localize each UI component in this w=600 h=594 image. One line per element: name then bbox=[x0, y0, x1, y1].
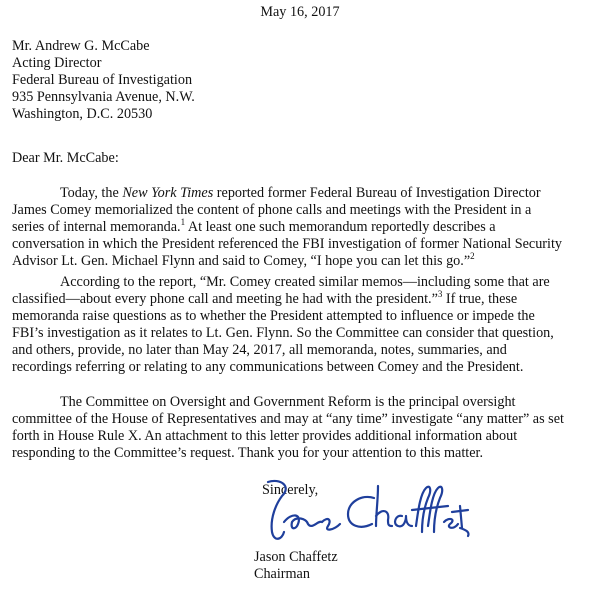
body-paragraph-1 bbox=[12, 185, 584, 270]
paragraph-line: According to the report, “Mr. Comey created similar memos—including some that are bbox=[60, 274, 550, 290]
signer-title: Chairman bbox=[254, 566, 310, 582]
letter-date: May 16, 2017 bbox=[260, 4, 340, 20]
paragraph-line: conversation in which the President referenced the FBI investigation of former National Security bbox=[12, 236, 562, 252]
footnote-marker: 3 bbox=[437, 289, 443, 299]
recipient-street: 935 Pennsylvania Avenue, N.W. bbox=[12, 89, 195, 105]
paragraph-line: and others, provide, no later than May 24, 2017, all memoranda, notes, summaries, and bbox=[12, 342, 507, 358]
paragraph-line: memoranda raise questions as to whether the President attempted to influence or impede the bbox=[12, 308, 535, 324]
salutation: Dear Mr. McCabe: bbox=[12, 150, 119, 166]
footnote-marker: 2 bbox=[470, 251, 475, 261]
closing-text: Sincerely, bbox=[262, 482, 319, 498]
paragraph-line: FBI’s investigation as it relates to Lt. Gen. Flynn. So the Committee can consider that question, bbox=[12, 325, 554, 341]
paragraph-line: forth in House Rule X. An attachment to this letter provides additional information about bbox=[12, 428, 518, 444]
signer-name: Jason Chaffetz bbox=[254, 549, 338, 565]
newspaper-name: New York Times bbox=[122, 185, 214, 201]
paragraph-line: recordings referring or relating to any communications between Comey and the President. bbox=[12, 359, 524, 375]
footnote-marker: 1 bbox=[180, 217, 186, 227]
recipient-city: Washington, D.C. 20530 bbox=[12, 106, 153, 122]
paragraph-line: committee of the House of Representatives and may at “any time” investigate “any matter” as set bbox=[12, 411, 564, 427]
recipient-address-block bbox=[12, 38, 195, 123]
paragraph-line: series of internal memoranda.$^1$ At least one such memorandum reportedly describes a bbox=[12, 217, 496, 235]
body-paragraph-3 bbox=[12, 394, 584, 462]
body-paragraph-2 bbox=[12, 274, 584, 376]
paragraph-line: Today, the New York Times reported former Federal Bureau of Investigation Director bbox=[60, 185, 541, 201]
paragraph-line: James Comey memorialized the content of phone calls and meetings with the President in a bbox=[12, 202, 532, 218]
paragraph-line: responding to the Committee’s request. Thank you for your attention to this matter. bbox=[12, 445, 483, 461]
paragraph-line: The Committee on Oversight and Government Reform is the principal oversight bbox=[60, 394, 516, 410]
paragraph-line: Advisor Lt. Gen. Michael Flynn and said to Comey, “I hope you can let this go.”$^2$ bbox=[12, 251, 475, 269]
recipient-agency: Federal Bureau of Investigation bbox=[12, 72, 193, 88]
recipient-name: Mr. Andrew G. McCabe bbox=[12, 38, 150, 54]
recipient-title: Acting Director bbox=[12, 55, 102, 71]
paragraph-line: classified—about every phone call and meeting he had with the president.”$^3$ If true, these bbox=[12, 289, 518, 307]
handwritten-signature bbox=[262, 476, 472, 554]
